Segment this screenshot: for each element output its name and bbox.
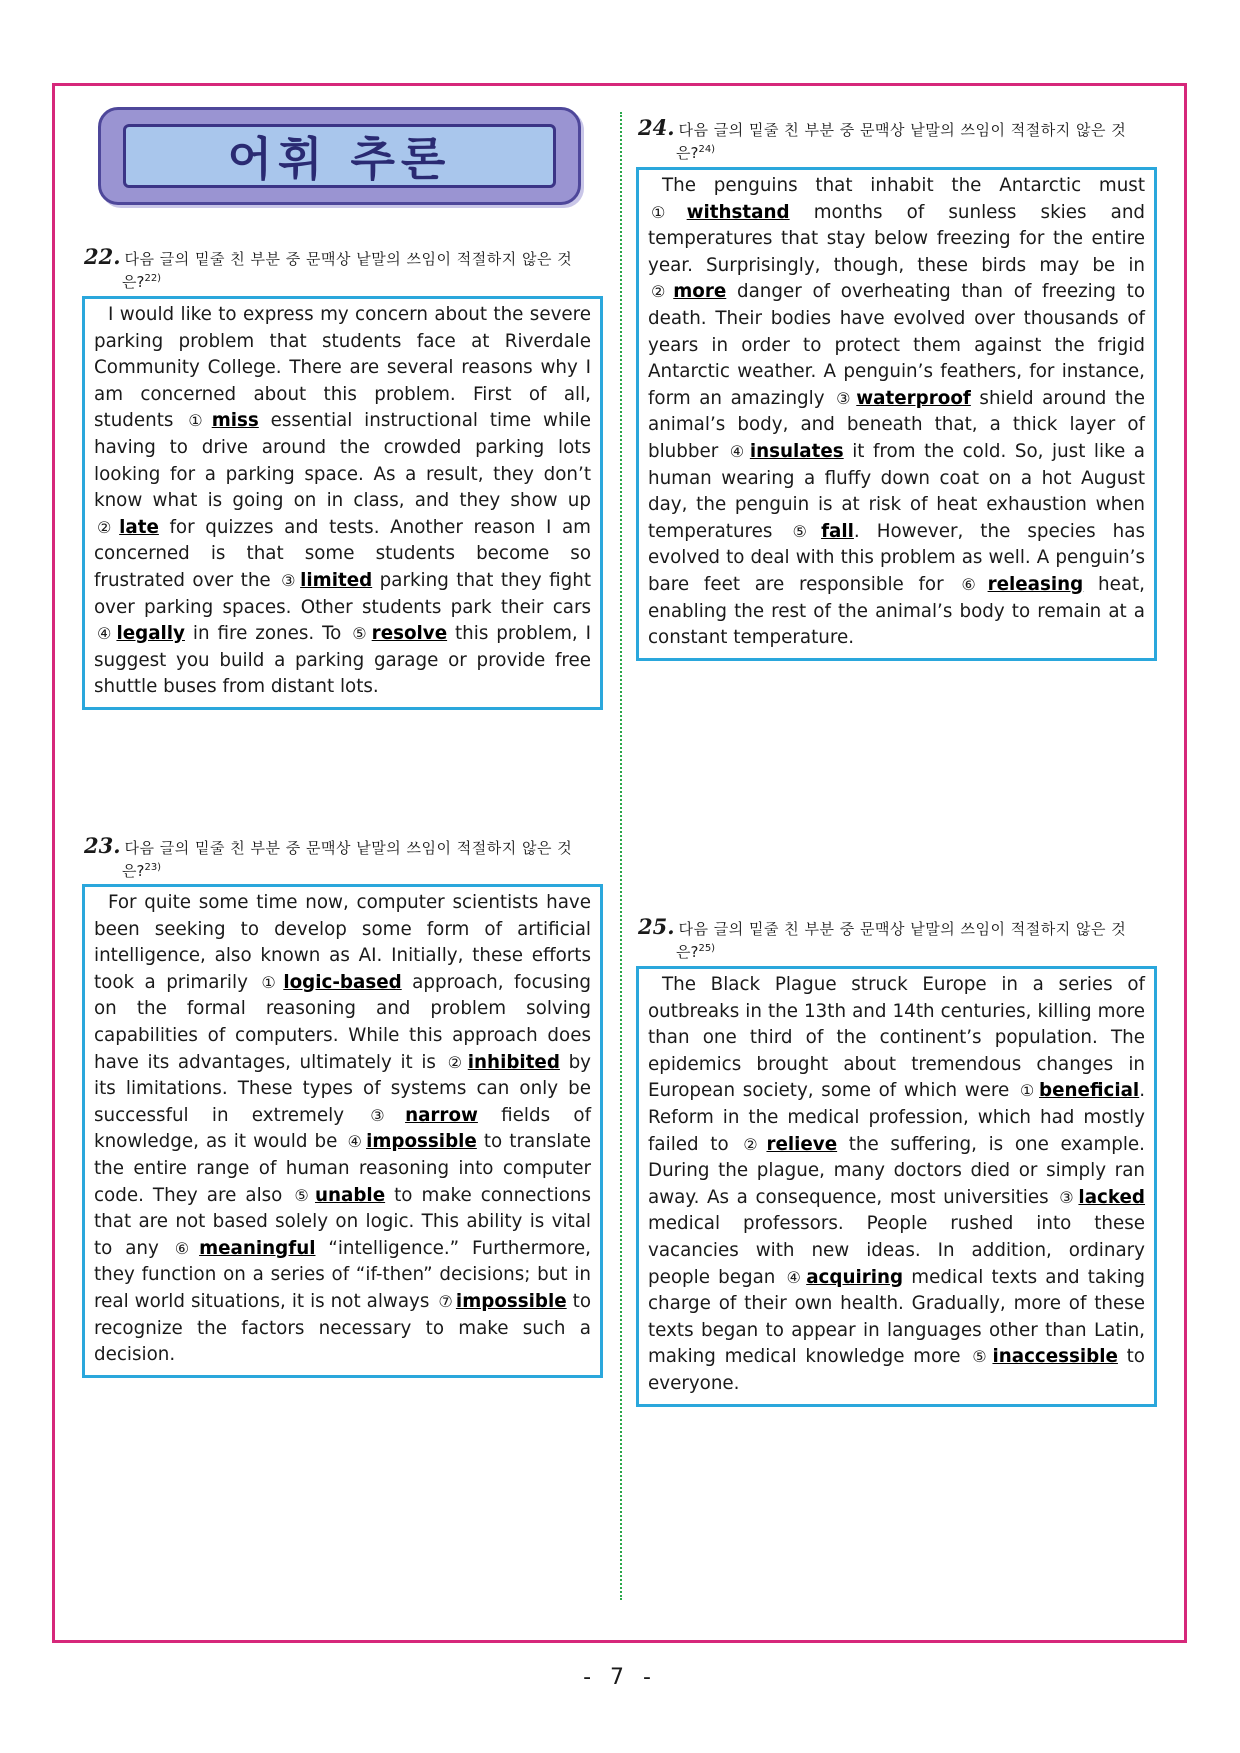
underlined-word: unable xyxy=(314,1184,386,1206)
question-number: 23. xyxy=(84,833,121,858)
question-23-passage xyxy=(82,884,603,1378)
question-22-header xyxy=(84,244,606,292)
passage-segment: shield around the animal’s body, and beneath that, a thick layer of blubber xyxy=(648,387,1146,462)
choice-marker: ④ xyxy=(729,441,747,461)
question-number: 25. xyxy=(638,914,675,939)
underlined-word: inaccessible xyxy=(992,1346,1118,1368)
question-number: 22. xyxy=(84,244,121,269)
underlined-word: meaningful xyxy=(199,1237,316,1259)
question-22-passage xyxy=(82,296,603,710)
underlined-word: logic-based xyxy=(283,971,402,993)
underlined-word: fall xyxy=(821,520,854,542)
passage-segment: medical professors. People rushed into these vacancies with new ideas. In addition, ordinary people began xyxy=(648,1213,1145,1288)
choice-marker: ⑤ xyxy=(972,1347,990,1367)
section-title-panel xyxy=(123,124,556,188)
question-23-header xyxy=(84,833,606,881)
choice-marker: ③ xyxy=(370,1105,403,1125)
passage-segment: approach, focusing on the formal reasoning and problem solving capabilities of computers. While this approach does have its advantages, ultimately it is xyxy=(94,971,591,1073)
passage-segment: . However, the species has evolved to deal with this problem as well. A penguin’s bare feet are responsible for xyxy=(648,520,1145,595)
passage-segment: medical texts and taking charge of their own health. Gradually, more of these texts began to appear in languages other than Latin, making medical knowledge more xyxy=(648,1266,1145,1368)
passage-text xyxy=(648,972,1145,1398)
choice-marker: ④ xyxy=(97,624,114,644)
choice-marker: ① xyxy=(1019,1081,1037,1101)
underlined-word: waterproof xyxy=(856,387,971,409)
passage-segment: the suffering, is one example. During the plague, many doctors died or simply ran away. As a consequence, most universities xyxy=(648,1133,1145,1208)
passage-segment: “intelligence.” Furthermore, they function on a series of “if-then” decisions; but in real world situations, it is not always xyxy=(94,1237,591,1312)
underlined-word: impossible xyxy=(366,1131,477,1153)
passage-segment: to make connections that are not based solely on logic. This ability is vital to any xyxy=(94,1184,592,1259)
passage-segment: it from the cold. So, just like a human wearing a fluffy down coat on a hot August day, the penguin is at risk of heat exhaustion when temperatures xyxy=(648,440,1145,542)
passage-segment: months of sunless skies and temperatures that stay below freezing for the entire year. Surprisingly, though, these birds may be in xyxy=(648,201,1146,276)
question-prompt: 다음 글의 밑줄 친 부분 중 문맥상 낱말의 쓰임이 적절하지 않은 것 xyxy=(678,121,1127,139)
passage-segment: to translate the entire range of human reasoning into computer code. They are also xyxy=(94,1131,592,1206)
question-prompt: 다음 글의 밑줄 친 부분 중 문맥상 낱말의 쓰임이 적절하지 않은 것 xyxy=(124,839,573,857)
passage-segment: heat, enabling the rest of the animal’s body to remain at a constant temperature. xyxy=(648,573,1145,649)
choice-marker: ① xyxy=(188,411,209,431)
choice-marker: ② xyxy=(651,282,671,302)
underlined-word: resolve xyxy=(371,623,448,645)
passage-segment: I would like to express my concern about the severe parking problem that students face at Riverdale Community College. There are several reasons why I am concerned about this problem. First of all, students xyxy=(94,304,591,432)
passage-segment: essential instructional time while having to drive around the crowded parking lots looking for a parking space. As a result, they don’t know what is going on in class, and they show up xyxy=(94,410,591,512)
underlined-word: impossible xyxy=(455,1290,567,1312)
passage-segment: . Reform in the medical profession, which had mostly failed to xyxy=(648,1080,1146,1155)
question-prompt-end: 은? xyxy=(676,943,699,961)
section-title-banner xyxy=(98,107,581,205)
passage-segment: by its limitations. These types of systems can only be successful in extremely xyxy=(94,1051,591,1126)
underlined-word: withstand xyxy=(686,201,790,223)
question-24-header xyxy=(638,115,1160,163)
passage-text xyxy=(648,173,1145,652)
question-prompt-end: 은? xyxy=(676,144,699,162)
footnote-ref: 22) xyxy=(144,273,162,284)
underlined-word: beneficial xyxy=(1039,1080,1140,1102)
passage-segment: danger of overheating than of freezing to death. Their bodies have evolved over thousands of years in order to protect them against the frigid Antarctic weather. A penguin’s feathers, for instance, form an amazingly xyxy=(648,281,1146,409)
underlined-word: limited xyxy=(300,569,373,591)
underlined-word: lacked xyxy=(1078,1186,1146,1208)
underlined-word: releasing xyxy=(987,573,1084,595)
underlined-word: narrow xyxy=(405,1104,478,1126)
question-prompt: 다음 글의 밑줄 친 부분 중 문맥상 낱말의 쓰임이 적절하지 않은 것 xyxy=(678,920,1127,938)
underlined-word: more xyxy=(673,281,727,303)
choice-marker: ③ xyxy=(836,388,854,408)
passage-segment: in fire zones. To xyxy=(184,623,350,645)
choice-marker: ④ xyxy=(786,1267,804,1287)
passage-text xyxy=(94,302,591,701)
choice-marker: ② xyxy=(97,517,117,537)
passage-segment: For quite some time now, computer scientists have been seeking to develop some form of artificial intelligence, also known as AI. Initially, these efforts took a primarily xyxy=(94,892,591,993)
choice-marker: ⑤ xyxy=(352,624,369,644)
choice-marker: ② xyxy=(743,1134,764,1154)
passage-segment: to everyone. xyxy=(648,1346,1145,1394)
passage-segment: The Black Plague struck Europe in a series of outbreaks in the 13th and 14th centuries, killing more than one third of the continent’s population. The epidemics brought about tremendous changes in European society, some of which were xyxy=(648,974,1145,1102)
passage-segment: this problem, I suggest you build a parking garage or provide free shuttle buses from distant lots. xyxy=(94,623,592,698)
underlined-word: inhibited xyxy=(467,1051,560,1073)
underlined-word: late xyxy=(119,516,159,538)
passage-text xyxy=(94,890,591,1369)
section-title: 어휘 추론 xyxy=(227,132,452,186)
choice-marker: ③ xyxy=(1059,1187,1076,1207)
underlined-word: acquiring xyxy=(806,1266,904,1288)
question-25-header xyxy=(638,914,1160,962)
choice-marker: ⑥ xyxy=(174,1238,197,1258)
underlined-word: legally xyxy=(116,623,185,645)
question-prompt: 다음 글의 밑줄 친 부분 중 문맥상 낱말의 쓰임이 적절하지 않은 것 xyxy=(124,250,573,268)
question-prompt-end: 은? xyxy=(122,273,145,291)
question-24-passage xyxy=(636,167,1157,661)
footnote-ref: 25) xyxy=(698,943,716,954)
choice-marker: ③ xyxy=(281,570,298,590)
underlined-word: miss xyxy=(211,410,259,432)
choice-marker: ⑦ xyxy=(438,1291,453,1311)
choice-marker: ⑤ xyxy=(294,1185,312,1205)
column-divider xyxy=(620,112,622,1600)
choice-marker: ⑤ xyxy=(792,521,819,541)
footnote-ref: 24) xyxy=(698,144,716,155)
choice-marker: ② xyxy=(447,1052,465,1072)
choice-marker: ① xyxy=(651,202,684,222)
question-25-passage xyxy=(636,966,1157,1407)
question-number: 24. xyxy=(638,115,675,140)
passage-segment: for quizzes and tests. Another reason I am concerned is that some students become so frustrated over the xyxy=(94,516,591,591)
choice-marker: ⑥ xyxy=(961,574,985,594)
choice-marker: ① xyxy=(261,972,281,992)
footnote-ref: 23) xyxy=(144,862,162,873)
passage-segment: fields of knowledge, as it would be xyxy=(94,1104,592,1153)
underlined-word: insulates xyxy=(749,440,844,462)
choice-marker: ④ xyxy=(347,1132,364,1152)
passage-segment: to recognize the factors necessary to make such a decision. xyxy=(94,1290,592,1366)
underlined-word: relieve xyxy=(766,1133,838,1155)
passage-segment: The penguins that inhabit the Antarctic must xyxy=(662,175,1145,196)
question-prompt-end: 은? xyxy=(122,862,145,880)
passage-segment: parking that they fight over parking spaces. Other students park their cars xyxy=(94,569,592,618)
page-number: - 7 - xyxy=(583,1665,657,1690)
